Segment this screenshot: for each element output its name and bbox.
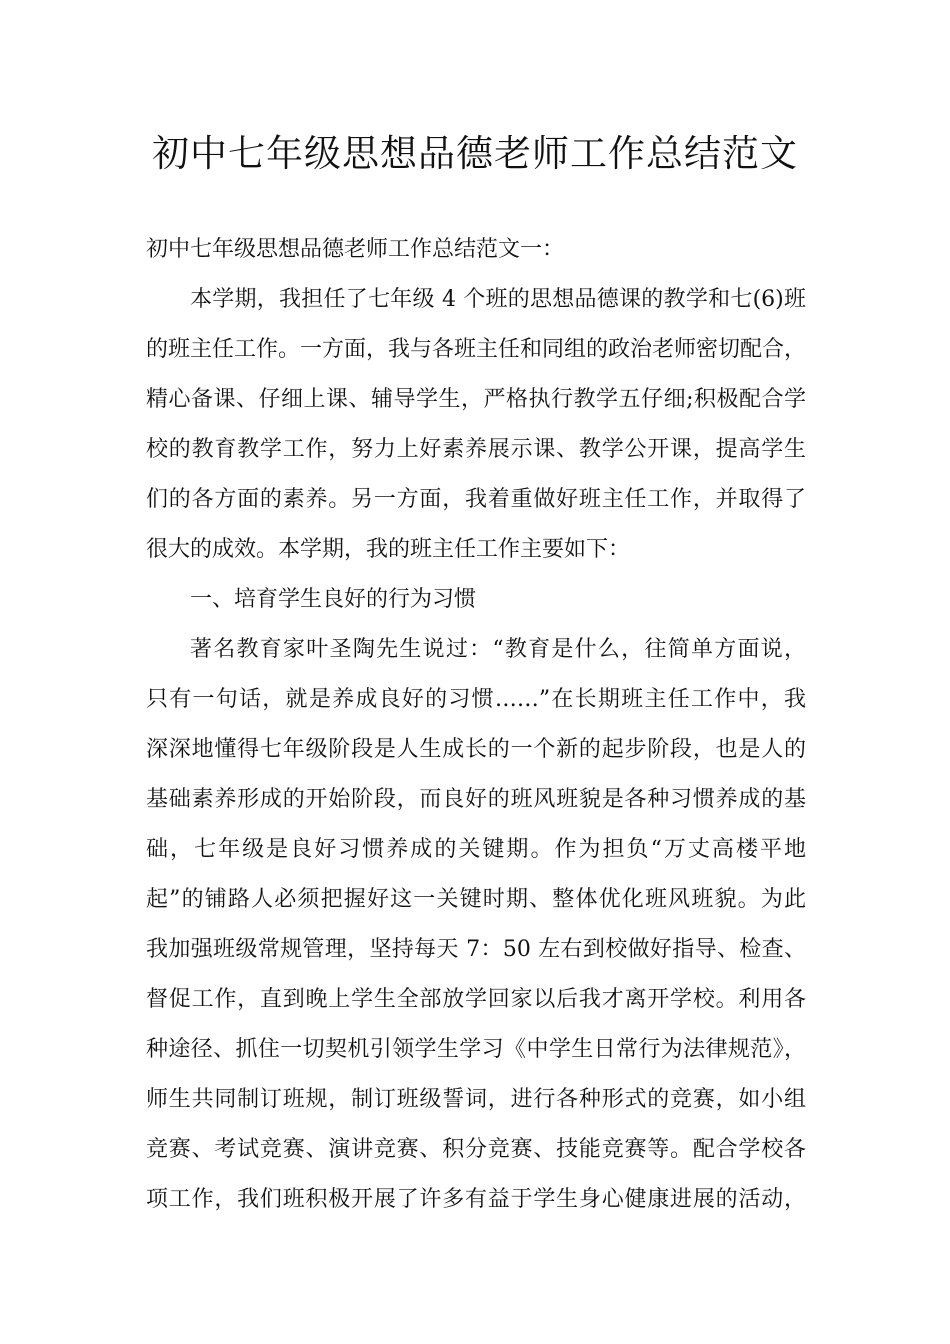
paragraph-line: 的班主任工作。一方面，我与各班主任和同组的政治老师密切配合，	[146, 337, 807, 362]
paragraph-line: 础，七年级是良好习惯养成的关键期。作为担负“万丈高楼平地	[146, 837, 806, 862]
paragraph-line: 只有一句话，就是养成良好的习惯……”在长期班主任工作中，我	[146, 687, 806, 712]
paragraph-line: 起”的铺路人必须把握好这一关键时期、整体优化班风班貌。为此	[146, 887, 806, 912]
section-heading-line: 初中七年级思想品德老师工作总结范文一：	[146, 237, 565, 262]
document-title: 初中七年级思想品德老师工作总结范文	[152, 132, 798, 175]
paragraph-line: 很大的成效。本学期，我的班主任工作主要如下：	[146, 537, 631, 562]
paragraph-line: 竞赛、考试竞赛、演讲竞赛、积分竞赛、技能竞赛等。配合学校各	[146, 1137, 806, 1162]
paragraph-line: 著名教育家叶圣陶先生说过：“教育是什么，往简单方面说，	[190, 637, 806, 662]
paragraph-line: 我加强班级常规管理，坚持每天 7：50 左右到校做好指导、检查、	[146, 937, 806, 962]
paragraph-line: 校的教育教学工作，努力上好素养展示课、教学公开课，提高学生	[146, 437, 806, 462]
paragraph-line: 精心备课、仔细上课、辅导学生，严格执行教学五仔细;积极配合学	[146, 387, 806, 412]
paragraph-line: 种途径、抓住一切契机引领学生学习《中学生日常行为法律规范》，	[146, 1037, 806, 1062]
paragraph-line: 深深地懂得七年级阶段是人生成长的一个新的起步阶段，也是人的	[146, 737, 806, 762]
paragraph-line: 督促工作，直到晚上学生全部放学回家以后我才离开学校。利用各	[146, 987, 806, 1012]
paragraph-line: 们的各方面的素养。另一方面，我着重做好班主任工作，并取得了	[146, 487, 806, 512]
paragraph-line: 师生共同制订班规，制订班级誓词，进行各种形式的竞赛，如小组	[146, 1087, 806, 1112]
subheading-line: 一、培育学生良好的行为习惯	[190, 587, 477, 612]
document-body	[146, 225, 806, 1225]
paragraph-line: 基础素养形成的开始阶段，而良好的班风班貌是各种习惯养成的基	[146, 787, 806, 812]
paragraph-line: 本学期，我担任了七年级 4 个班的思想品德课的教学和七(6)班	[190, 287, 806, 312]
paragraph-line: 项工作，我们班积极开展了许多有益于学生身心健康进展的活动，	[146, 1187, 806, 1212]
